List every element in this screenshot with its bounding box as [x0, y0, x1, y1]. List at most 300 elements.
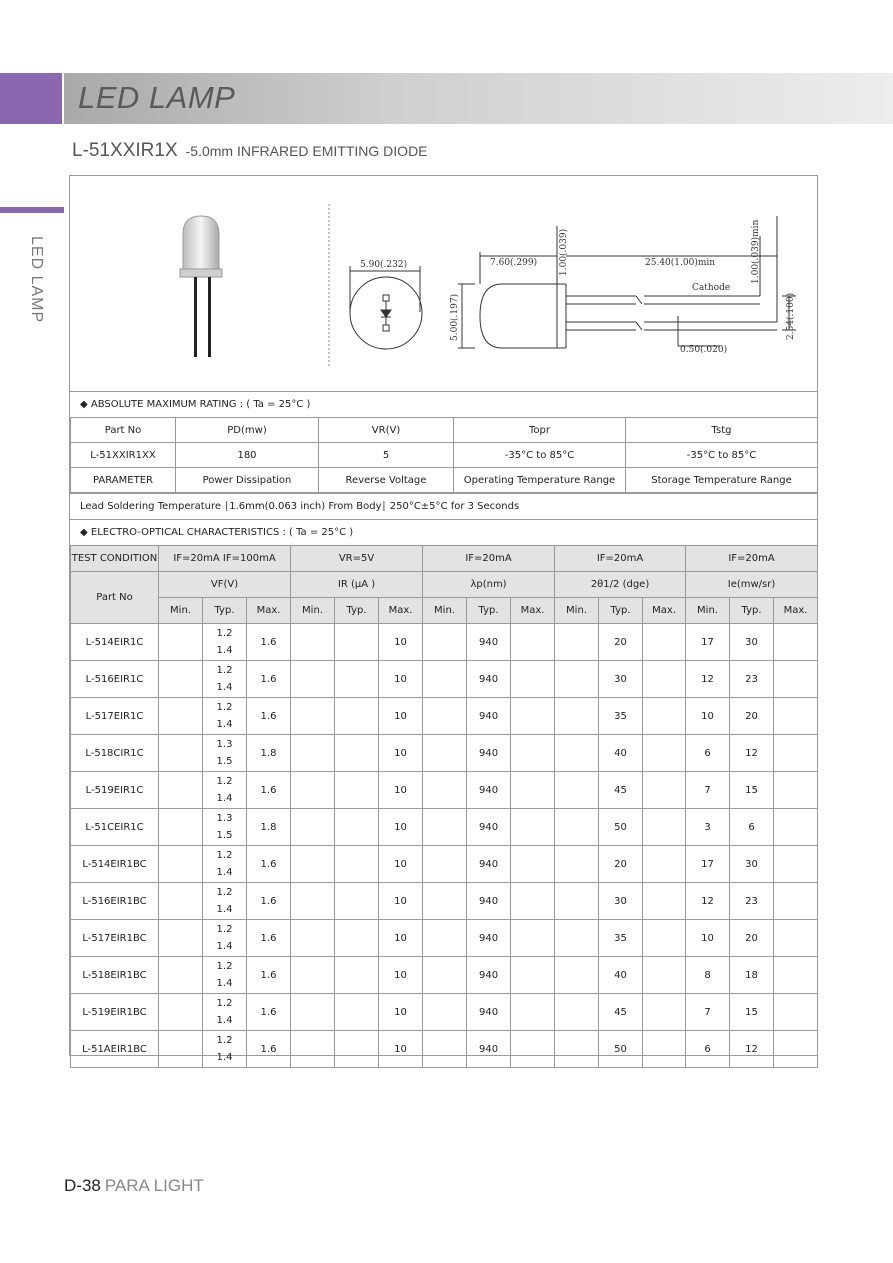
wl-max-cell: [511, 846, 555, 883]
ir-max-cell: 10: [379, 624, 423, 661]
angle-max-cell: [643, 735, 686, 772]
subhead-max: Max.: [774, 598, 818, 624]
ie-typ-cell: 30: [730, 846, 774, 883]
part-no-cell: L-516EIR1BC: [71, 883, 159, 920]
angle-min-cell: [555, 920, 599, 957]
angle-typ-cell: 40: [599, 957, 643, 994]
ir-max-cell: 10: [379, 883, 423, 920]
angle-min-cell: [555, 809, 599, 846]
param-tstg: Storage Temperature Range: [626, 468, 818, 493]
ir-max-cell: 10: [379, 1031, 423, 1068]
ir-min-cell: [291, 994, 335, 1031]
ie-typ-cell: 15: [730, 994, 774, 1031]
table-row: [71, 546, 818, 572]
ie-min-cell: 3: [686, 809, 730, 846]
ir-max-cell: 10: [379, 661, 423, 698]
angle-min-cell: [555, 698, 599, 735]
vf-min-cell: [159, 957, 203, 994]
vf-min-cell: [159, 883, 203, 920]
vf-typ-value: 1.4: [216, 719, 233, 730]
subhead-min: Min.: [159, 598, 203, 624]
vf-min-cell: [159, 1031, 203, 1068]
vf-typ-value: 1.2: [216, 924, 233, 935]
ie-max-cell: [774, 846, 818, 883]
vf-min-cell: [159, 661, 203, 698]
vf-max-cell: 1.6: [247, 957, 291, 994]
vf-max-cell: 1.6: [247, 994, 291, 1031]
angle-min-cell: [555, 957, 599, 994]
subhead-max: Max.: [247, 598, 291, 624]
wl-max-cell: [511, 624, 555, 661]
vf-typ-value: 1.2: [216, 887, 233, 898]
angle-max-cell: [643, 698, 686, 735]
wl-typ-cell: 940: [467, 735, 511, 772]
angle-typ-cell: 45: [599, 994, 643, 1031]
wl-max-cell: [511, 772, 555, 809]
wl-min-cell: [423, 994, 467, 1031]
spec-box: [69, 175, 818, 1063]
vf-typ-value: 1.2: [216, 776, 233, 787]
header-part-no: Part No: [71, 418, 176, 443]
vf-min-cell: [159, 772, 203, 809]
vf-typ-cell: [203, 698, 247, 735]
vf-min-cell: [159, 624, 203, 661]
electro-heading: [70, 519, 817, 545]
ie-min-cell: 17: [686, 846, 730, 883]
angle-max-cell: [643, 624, 686, 661]
vf-typ-value: 1.5: [216, 830, 233, 841]
ir-typ-cell: [335, 1031, 379, 1068]
ir-min-cell: [291, 883, 335, 920]
param-wl: λp(nm): [423, 572, 555, 598]
dim-5-90: 5.90(.232): [360, 260, 408, 270]
side-view: [458, 216, 796, 348]
footer-brand: PARA LIGHT: [104, 1176, 204, 1195]
table-row: [71, 698, 818, 735]
table-row: [71, 735, 818, 772]
vf-typ-value: 1.3: [216, 813, 233, 824]
wl-typ-cell: 940: [467, 1031, 511, 1068]
subhead-min: Min.: [291, 598, 335, 624]
angle-min-cell: [555, 994, 599, 1031]
wl-min-cell: [423, 735, 467, 772]
subhead-typ: Typ.: [730, 598, 774, 624]
vf-typ-value: 1.4: [216, 682, 233, 693]
wl-max-cell: [511, 809, 555, 846]
value-part-no: L-51XXIR1XX: [71, 443, 176, 468]
part-no-cell: L-517EIR1BC: [71, 920, 159, 957]
subhead-max: Max.: [643, 598, 686, 624]
dim-0-50: 0.50(.020): [680, 345, 728, 355]
side-label: LED LAMP: [28, 236, 45, 324]
table-row: [71, 598, 818, 624]
angle-typ-cell: 20: [599, 624, 643, 661]
param-topr: Operating Temperature Range: [454, 468, 626, 493]
subhead-typ: Typ.: [203, 598, 247, 624]
condition-vf: IF=20mA IF=100mA: [159, 546, 291, 572]
test-condition-label: TEST CONDITION: [71, 546, 159, 572]
abs-max-heading-text: ABSOLUTE MAXIMUM RATING : ( Ta = 25°C ): [90, 399, 311, 410]
param-vr: Reverse Voltage: [319, 468, 454, 493]
condition-wl: IF=20mA: [423, 546, 555, 572]
ir-min-cell: [291, 624, 335, 661]
ir-typ-cell: [335, 920, 379, 957]
param-pd: Power Dissipation: [176, 468, 319, 493]
vf-max-cell: 1.6: [247, 772, 291, 809]
angle-typ-cell: 30: [599, 661, 643, 698]
electro-rows: [71, 624, 818, 1068]
vf-typ-cell: [203, 1031, 247, 1068]
angle-typ-cell: 30: [599, 883, 643, 920]
table-row: [71, 1031, 818, 1068]
ir-min-cell: [291, 920, 335, 957]
vf-typ-value: 1.5: [216, 756, 233, 767]
vf-max-cell: 1.6: [247, 883, 291, 920]
subhead-min: Min.: [686, 598, 730, 624]
ie-typ-cell: 23: [730, 661, 774, 698]
ir-max-cell: 10: [379, 846, 423, 883]
wl-min-cell: [423, 846, 467, 883]
table-row: [71, 772, 818, 809]
wl-max-cell: [511, 698, 555, 735]
ir-max-cell: 10: [379, 809, 423, 846]
part-no-cell: L-519EIR1BC: [71, 994, 159, 1031]
ie-typ-cell: 20: [730, 920, 774, 957]
angle-max-cell: [643, 920, 686, 957]
ie-typ-cell: 6: [730, 809, 774, 846]
angle-max-cell: [643, 957, 686, 994]
part-no-cell: L-518EIR1BC: [71, 957, 159, 994]
ie-typ-cell: 12: [730, 1031, 774, 1068]
wl-max-cell: [511, 957, 555, 994]
subtitle-description: -5.0mm INFRARED EMITTING DIODE: [185, 143, 428, 159]
ie-typ-cell: 20: [730, 698, 774, 735]
ie-max-cell: [774, 772, 818, 809]
part-no-cell: L-514EIR1BC: [71, 846, 159, 883]
ie-min-cell: 12: [686, 883, 730, 920]
wl-max-cell: [511, 994, 555, 1031]
ir-min-cell: [291, 735, 335, 772]
wl-max-cell: [511, 883, 555, 920]
condition-angle: IF=20mA: [555, 546, 686, 572]
header-tstg: Tstg: [626, 418, 818, 443]
angle-min-cell: [555, 772, 599, 809]
wl-min-cell: [423, 957, 467, 994]
angle-min-cell: [555, 624, 599, 661]
vf-max-cell: 1.6: [247, 846, 291, 883]
ie-typ-cell: 23: [730, 883, 774, 920]
subhead-min: Min.: [423, 598, 467, 624]
vf-max-cell: 1.6: [247, 698, 291, 735]
ie-max-cell: [774, 920, 818, 957]
ir-typ-cell: [335, 994, 379, 1031]
angle-typ-cell: 45: [599, 772, 643, 809]
subhead-max: Max.: [379, 598, 423, 624]
vf-typ-value: 1.4: [216, 978, 233, 989]
angle-max-cell: [643, 994, 686, 1031]
vf-typ-value: 1.2: [216, 665, 233, 676]
wl-min-cell: [423, 920, 467, 957]
ir-max-cell: 10: [379, 957, 423, 994]
ie-min-cell: 10: [686, 698, 730, 735]
wl-typ-cell: 940: [467, 846, 511, 883]
angle-max-cell: [643, 772, 686, 809]
wl-min-cell: [423, 624, 467, 661]
vf-min-cell: [159, 735, 203, 772]
diamond-icon: ◆: [80, 527, 88, 538]
part-no-cell: L-516EIR1C: [71, 661, 159, 698]
wl-min-cell: [423, 661, 467, 698]
vf-max-cell: 1.6: [247, 1031, 291, 1068]
dim-1-00-a: 1.00(.039): [559, 228, 569, 276]
subtitle: [72, 140, 428, 162]
table-row: [71, 846, 818, 883]
ir-min-cell: [291, 809, 335, 846]
angle-max-cell: [643, 1031, 686, 1068]
top-view: [350, 266, 422, 349]
abs-max-table: [70, 417, 818, 493]
wl-typ-cell: 940: [467, 772, 511, 809]
vf-max-cell: 1.6: [247, 920, 291, 957]
part-no-label: Part No: [71, 572, 159, 624]
part-no-cell: L-519EIR1C: [71, 772, 159, 809]
ir-typ-cell: [335, 846, 379, 883]
ie-typ-cell: 18: [730, 957, 774, 994]
ie-min-cell: 8: [686, 957, 730, 994]
subhead-typ: Typ.: [335, 598, 379, 624]
param-ir: IR (μA ): [291, 572, 423, 598]
vf-typ-value: 1.4: [216, 645, 233, 656]
vf-typ-value: 1.2: [216, 998, 233, 1009]
wl-typ-cell: 940: [467, 698, 511, 735]
angle-typ-cell: 35: [599, 920, 643, 957]
electro-table: [70, 545, 818, 1068]
vf-typ-value: 1.3: [216, 739, 233, 750]
ie-max-cell: [774, 883, 818, 920]
ir-typ-cell: [335, 809, 379, 846]
ir-min-cell: [291, 957, 335, 994]
table-row: [71, 994, 818, 1031]
wl-min-cell: [423, 883, 467, 920]
value-topr: -35°C to 85°C: [454, 443, 626, 468]
ie-max-cell: [774, 661, 818, 698]
vf-max-cell: 1.8: [247, 735, 291, 772]
angle-min-cell: [555, 735, 599, 772]
dim-25-40: 25.40(1.00)min: [645, 258, 716, 268]
subhead-typ: Typ.: [599, 598, 643, 624]
angle-min-cell: [555, 1031, 599, 1068]
wl-min-cell: [423, 772, 467, 809]
angle-typ-cell: 40: [599, 735, 643, 772]
vf-max-cell: 1.8: [247, 809, 291, 846]
ir-typ-cell: [335, 661, 379, 698]
table-row: [71, 624, 818, 661]
table-row: [71, 468, 818, 493]
vf-typ-value: 1.2: [216, 961, 233, 972]
subtitle-part-number: L-51XXIR1X: [72, 140, 178, 161]
table-row: [71, 883, 818, 920]
ir-max-cell: 10: [379, 772, 423, 809]
param-label: PARAMETER: [71, 468, 176, 493]
table-row: [71, 418, 818, 443]
vf-typ-value: 1.2: [216, 702, 233, 713]
ie-min-cell: 12: [686, 661, 730, 698]
vf-typ-cell: [203, 772, 247, 809]
vf-typ-value: 1.2: [216, 850, 233, 861]
part-no-cell: L-51AEIR1BC: [71, 1031, 159, 1068]
ie-typ-cell: 12: [730, 735, 774, 772]
ir-typ-cell: [335, 883, 379, 920]
vf-min-cell: [159, 920, 203, 957]
ir-min-cell: [291, 1031, 335, 1068]
dim-5-00: 5.00(.197): [450, 293, 460, 341]
angle-typ-cell: 50: [599, 809, 643, 846]
ie-max-cell: [774, 624, 818, 661]
diamond-icon: ◆: [80, 399, 88, 410]
vf-min-cell: [159, 698, 203, 735]
vf-typ-cell: [203, 809, 247, 846]
page-title: LED LAMP: [78, 80, 236, 115]
vf-max-cell: 1.6: [247, 661, 291, 698]
angle-typ-cell: 35: [599, 698, 643, 735]
vf-typ-value: 1.2: [216, 1035, 233, 1046]
ir-typ-cell: [335, 624, 379, 661]
vf-typ-value: 1.4: [216, 1015, 233, 1026]
wl-typ-cell: 940: [467, 624, 511, 661]
ir-max-cell: 10: [379, 920, 423, 957]
vf-typ-cell: [203, 883, 247, 920]
vf-typ-cell: [203, 846, 247, 883]
ie-min-cell: 6: [686, 735, 730, 772]
vf-typ-value: 1.4: [216, 793, 233, 804]
wl-min-cell: [423, 809, 467, 846]
dim-1-00-b: 1.00(.039)min: [751, 219, 761, 284]
vf-typ-cell: [203, 920, 247, 957]
ie-min-cell: 7: [686, 994, 730, 1031]
ir-min-cell: [291, 772, 335, 809]
wl-typ-cell: 940: [467, 994, 511, 1031]
param-ie: Ie(mw/sr): [686, 572, 818, 598]
part-no-cell: L-517EIR1C: [71, 698, 159, 735]
ir-max-cell: 10: [379, 994, 423, 1031]
wl-typ-cell: 940: [467, 920, 511, 957]
vf-typ-value: 1.4: [216, 867, 233, 878]
wl-max-cell: [511, 735, 555, 772]
ir-min-cell: [291, 846, 335, 883]
value-tstg: -35°C to 85°C: [626, 443, 818, 468]
ie-min-cell: 17: [686, 624, 730, 661]
electro-heading-text: ELECTRO-OPTICAL CHARACTERISTICS : ( Ta = 25°C ): [90, 527, 354, 538]
angle-min-cell: [555, 846, 599, 883]
ie-max-cell: [774, 698, 818, 735]
vf-max-cell: 1.6: [247, 624, 291, 661]
header-pd: PD(mw): [176, 418, 319, 443]
table-row: [71, 443, 818, 468]
vf-typ-cell: [203, 661, 247, 698]
part-no-cell: L-518CIR1C: [71, 735, 159, 772]
ie-min-cell: 7: [686, 772, 730, 809]
condition-ir: VR=5V: [291, 546, 423, 572]
table-row: [71, 920, 818, 957]
wl-min-cell: [423, 1031, 467, 1068]
angle-max-cell: [643, 809, 686, 846]
footer: [64, 1176, 204, 1196]
ie-max-cell: [774, 957, 818, 994]
header-vr: VR(V): [319, 418, 454, 443]
wl-max-cell: [511, 920, 555, 957]
ir-max-cell: 10: [379, 735, 423, 772]
angle-min-cell: [555, 883, 599, 920]
vf-typ-cell: [203, 735, 247, 772]
wl-max-cell: [511, 661, 555, 698]
vf-typ-value: 1.2: [216, 628, 233, 639]
wl-max-cell: [511, 1031, 555, 1068]
header-topr: Topr: [454, 418, 626, 443]
subhead-typ: Typ.: [467, 598, 511, 624]
abs-max-heading: [70, 391, 817, 417]
angle-typ-cell: 20: [599, 846, 643, 883]
vf-typ-value: 1.4: [216, 1052, 233, 1063]
wl-typ-cell: 940: [467, 809, 511, 846]
vf-typ-value: 1.4: [216, 904, 233, 915]
vf-min-cell: [159, 846, 203, 883]
angle-max-cell: [643, 661, 686, 698]
vf-typ-cell: [203, 994, 247, 1031]
vf-typ-cell: [203, 624, 247, 661]
vf-typ-cell: [203, 957, 247, 994]
value-pd: 180: [176, 443, 319, 468]
angle-max-cell: [643, 846, 686, 883]
ir-min-cell: [291, 698, 335, 735]
ie-typ-cell: 15: [730, 772, 774, 809]
ir-max-cell: 10: [379, 698, 423, 735]
table-row: [71, 957, 818, 994]
angle-typ-cell: 50: [599, 1031, 643, 1068]
package-drawing: [70, 176, 817, 391]
angle-min-cell: [555, 661, 599, 698]
ir-min-cell: [291, 661, 335, 698]
part-no-cell: L-514EIR1C: [71, 624, 159, 661]
ie-max-cell: [774, 735, 818, 772]
wl-typ-cell: 940: [467, 883, 511, 920]
subhead-min: Min.: [555, 598, 599, 624]
vf-min-cell: [159, 809, 203, 846]
wl-min-cell: [423, 698, 467, 735]
header-accent: [0, 73, 62, 124]
cathode-label: Cathode: [692, 283, 731, 293]
condition-ie: IF=20mA: [686, 546, 818, 572]
ir-typ-cell: [335, 698, 379, 735]
dim-2-54: 2.54(.100): [786, 292, 796, 340]
part-no-cell: L-51CEIR1C: [71, 809, 159, 846]
param-vf: VF(V): [159, 572, 291, 598]
vf-min-cell: [159, 994, 203, 1031]
dim-7-60: 7.60(.299): [490, 258, 538, 268]
value-vr: 5: [319, 443, 454, 468]
table-row: [71, 661, 818, 698]
param-angle: 2θ1/2 (dge): [555, 572, 686, 598]
wl-typ-cell: 940: [467, 661, 511, 698]
ir-typ-cell: [335, 957, 379, 994]
ie-min-cell: 6: [686, 1031, 730, 1068]
ie-min-cell: 10: [686, 920, 730, 957]
ie-typ-cell: 30: [730, 624, 774, 661]
ir-typ-cell: [335, 772, 379, 809]
ie-max-cell: [774, 809, 818, 846]
table-row: [71, 809, 818, 846]
table-row: [71, 572, 818, 598]
wl-typ-cell: 940: [467, 957, 511, 994]
